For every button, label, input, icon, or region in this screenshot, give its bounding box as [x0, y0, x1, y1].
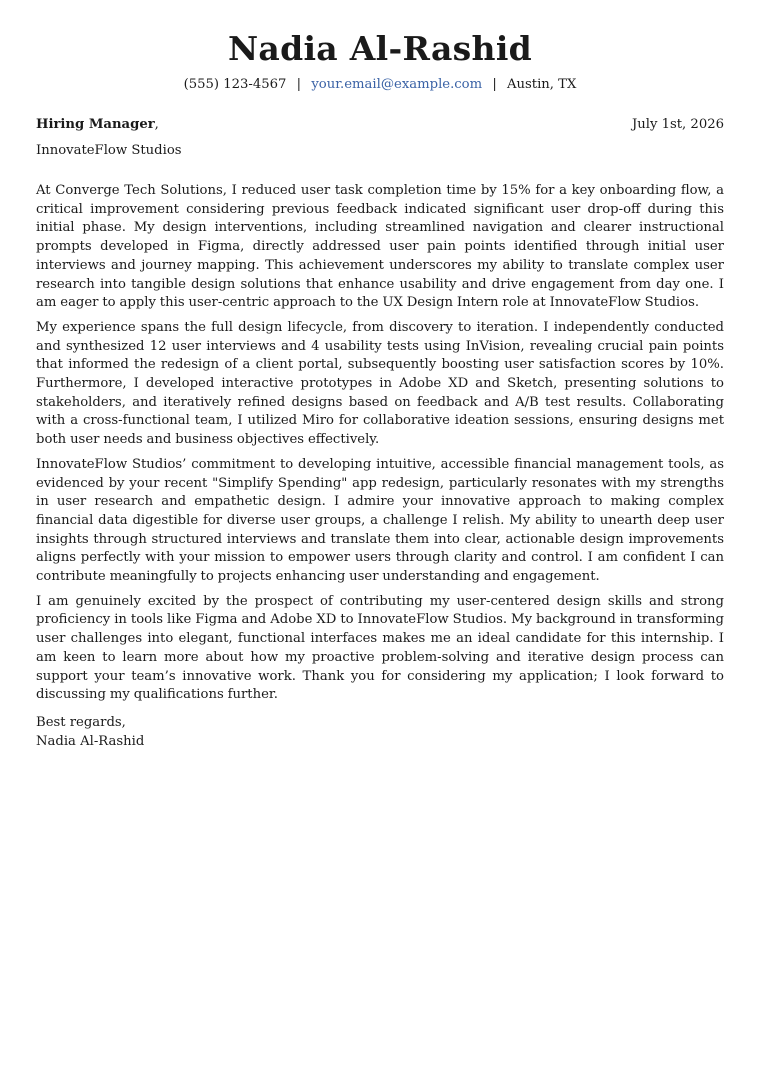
closing-phrase: Best regards,	[36, 714, 126, 730]
letter-paragraph: My experience spans the full design lifecycle, from discovery to iteration. I independently conducted and synthesized 12 user interviews and 4 usability tests using InVision, revealing crucial pain points that informed the redesign of a client portal, subsequently boosting user satisfaction scores by 10%. Furthermore, I developed interactive prototypes in Adobe XD and Sketch, presenting solutions to stakeholders, and iteratively refined designs based on feedback and A/B test results. Collaborating with a cross-functional team, I utilized Miro for collaborative ideation sessions, ensuring designs met both user needs and business objectives effectively.	[36, 319, 724, 448]
location: Austin, TX	[507, 77, 577, 92]
applicant-name: Nadia Al-Rashid	[227, 29, 533, 68]
contact-separator: |	[492, 77, 497, 92]
closing-block	[36, 713, 724, 751]
letter-body	[36, 182, 724, 705]
phone-number: (555) 123-4567	[183, 77, 287, 92]
recipient-name: Hiring Manager	[36, 117, 155, 132]
contact-line	[36, 76, 724, 94]
letter-date: July 1st, 2026	[631, 117, 724, 132]
letter-paragraph: I am genuinely excited by the prospect of contributing my user-centered design skills and strong proficiency in tools like Figma and Adobe XD to InnovateFlow Studios. My background in transforming user challenges into elegant, functional interfaces makes me an ideal candidate for this internship. I am keen to learn more about how my proactive problem-solving and iterative design process can support your team’s innovative work. Thank you for considering my application; I look forward to discussing my qualifications further.	[36, 593, 724, 703]
signature-name: Nadia Al-Rashid	[36, 733, 145, 749]
recipient-block	[36, 116, 159, 134]
recipient-suffix: ,	[154, 117, 159, 132]
contact-separator: |	[296, 77, 302, 92]
recipient-date-row	[36, 116, 724, 134]
letter-paragraph: At Converge Tech Solutions, I reduced user task completion time by 15% for a key onboarding flow, a critical improvement considering previous feedback indicated significant user drop-off during this initial phase. My design interventions, including streamlined navigation and clearer instructional prompts developed in Figma, directly addressed user pain points identified through initial user interviews and journey mapping. This achievement underscores my ability to translate complex user research into tangible design solutions that enhance usability and drive engagement from day one. I am eager to apply this user-centric approach to the UX Design Intern role at InnovateFlow Studios.	[36, 183, 724, 311]
company-name: InnovateFlow Studios	[36, 143, 182, 158]
email-link[interactable]: your.email@example.com	[311, 77, 483, 92]
letter-paragraph: InnovateFlow Studios’ commitment to developing intuitive, accessible financial management tools, as evidenced by your recent "Simplify Spending" app redesign, particularly resonates with my strengths in user research and empathetic design. I admire your innovative approach to making complex financial data digestible for diverse user groups, a challenge I relish. My ability to unearth deep user insights through structured interviews and translate them into clear, actionable design improvements aligns perfectly with your mission to empower users through clarity and control. I am confident I can contribute meaningfully to projects enhancing user understanding and engagement.	[36, 456, 724, 585]
